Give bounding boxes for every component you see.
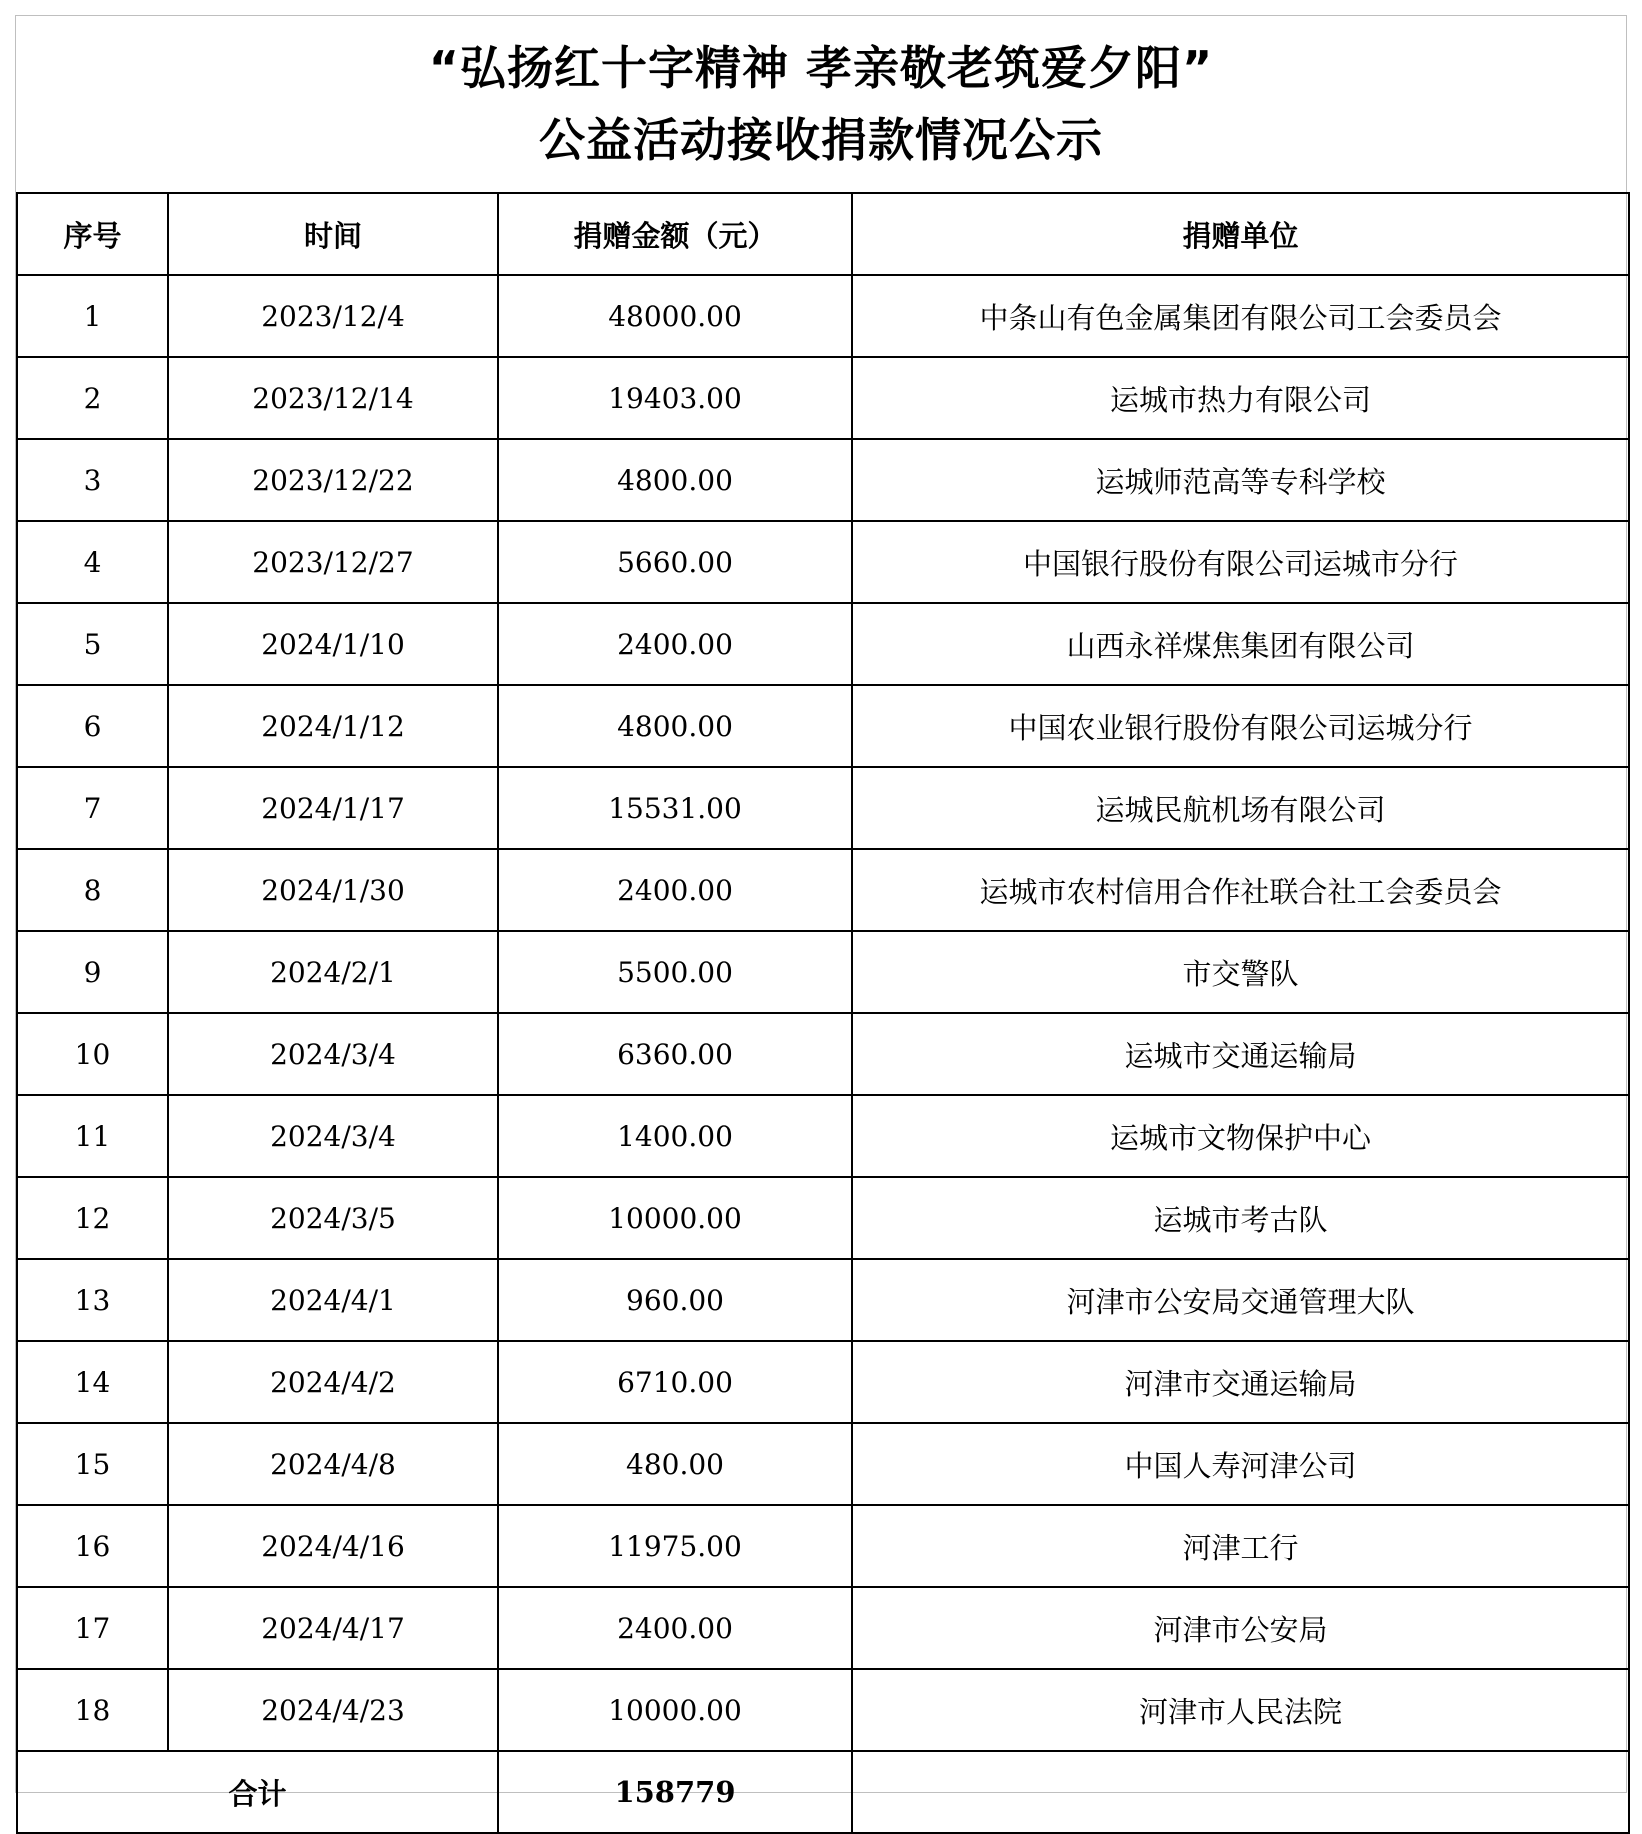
row-donor-cell: 中国人寿河津公司 bbox=[852, 1423, 1629, 1505]
table-row bbox=[17, 1669, 1629, 1751]
row-donor-cell: 运城市交通运输局 bbox=[852, 1013, 1629, 1095]
row-date-cell: 2024/1/10 bbox=[168, 603, 498, 685]
row-index-cell: 16 bbox=[17, 1505, 168, 1587]
table-row bbox=[17, 357, 1629, 439]
row-date-cell: 2024/2/1 bbox=[168, 931, 498, 1013]
row-donor-cell: 运城民航机场有限公司 bbox=[852, 767, 1629, 849]
row-amount-cell: 6710.00 bbox=[498, 1341, 852, 1423]
row-index-cell: 17 bbox=[17, 1587, 168, 1669]
table-row bbox=[17, 439, 1629, 521]
document-sheet bbox=[15, 15, 1627, 1811]
row-amount-cell: 11975.00 bbox=[498, 1505, 852, 1587]
table-row bbox=[17, 767, 1629, 849]
table-row bbox=[17, 603, 1629, 685]
row-donor-cell: 河津工行 bbox=[852, 1505, 1629, 1587]
row-index-cell: 7 bbox=[17, 767, 168, 849]
total-amount: 158779 bbox=[498, 1751, 852, 1833]
row-amount-cell: 4800.00 bbox=[498, 685, 852, 767]
header-date: 时间 bbox=[168, 193, 498, 275]
header-donor: 捐赠单位 bbox=[852, 193, 1629, 275]
row-donor-cell: 中条山有色金属集团有限公司工会委员会 bbox=[852, 275, 1629, 357]
row-donor-cell: 中国农业银行股份有限公司运城分行 bbox=[852, 685, 1629, 767]
table-row bbox=[17, 1095, 1629, 1177]
header-index: 序号 bbox=[17, 193, 168, 275]
row-index-cell: 4 bbox=[17, 521, 168, 603]
row-index-cell: 8 bbox=[17, 849, 168, 931]
row-amount-cell: 4800.00 bbox=[498, 439, 852, 521]
row-date-cell: 2024/4/8 bbox=[168, 1423, 498, 1505]
table-row bbox=[17, 1013, 1629, 1095]
row-index-cell: 9 bbox=[17, 931, 168, 1013]
row-donor-cell: 市交警队 bbox=[852, 931, 1629, 1013]
row-index-cell: 1 bbox=[17, 275, 168, 357]
row-date-cell: 2024/1/30 bbox=[168, 849, 498, 931]
row-date-cell: 2024/3/4 bbox=[168, 1013, 498, 1095]
row-donor-cell: 河津市人民法院 bbox=[852, 1669, 1629, 1751]
row-index-cell: 14 bbox=[17, 1341, 168, 1423]
row-donor-cell: 运城市文物保护中心 bbox=[852, 1095, 1629, 1177]
row-amount-cell: 2400.00 bbox=[498, 603, 852, 685]
table-row bbox=[17, 1177, 1629, 1259]
row-donor-cell: 山西永祥煤焦集团有限公司 bbox=[852, 603, 1629, 685]
table-row bbox=[17, 685, 1629, 767]
row-amount-cell: 5660.00 bbox=[498, 521, 852, 603]
row-index-cell: 12 bbox=[17, 1177, 168, 1259]
table-row bbox=[17, 1505, 1629, 1587]
table-body bbox=[17, 275, 1629, 1751]
row-amount-cell: 10000.00 bbox=[498, 1177, 852, 1259]
row-amount-cell: 2400.00 bbox=[498, 1587, 852, 1669]
row-index-cell: 15 bbox=[17, 1423, 168, 1505]
donation-table bbox=[16, 192, 1630, 1834]
row-date-cell: 2024/4/1 bbox=[168, 1259, 498, 1341]
row-date-cell: 2024/3/5 bbox=[168, 1177, 498, 1259]
row-date-cell: 2024/4/16 bbox=[168, 1505, 498, 1587]
row-donor-cell: 运城师范高等专科学校 bbox=[852, 439, 1629, 521]
total-label: 合计 bbox=[17, 1751, 498, 1833]
row-index-cell: 10 bbox=[17, 1013, 168, 1095]
row-amount-cell: 10000.00 bbox=[498, 1669, 852, 1751]
row-index-cell: 18 bbox=[17, 1669, 168, 1751]
row-date-cell: 2023/12/4 bbox=[168, 275, 498, 357]
title-block bbox=[16, 16, 1626, 192]
table-row bbox=[17, 1423, 1629, 1505]
row-index-cell: 6 bbox=[17, 685, 168, 767]
row-date-cell: 2023/12/22 bbox=[168, 439, 498, 521]
table-header-row bbox=[17, 193, 1629, 275]
row-date-cell: 2024/3/4 bbox=[168, 1095, 498, 1177]
row-donor-cell: 运城市农村信用合作社联合社工会委员会 bbox=[852, 849, 1629, 931]
row-date-cell: 2024/4/2 bbox=[168, 1341, 498, 1423]
table-row bbox=[17, 1341, 1629, 1423]
row-date-cell: 2023/12/27 bbox=[168, 521, 498, 603]
row-amount-cell: 19403.00 bbox=[498, 357, 852, 439]
row-amount-cell: 960.00 bbox=[498, 1259, 852, 1341]
row-index-cell: 2 bbox=[17, 357, 168, 439]
row-donor-cell: 中国银行股份有限公司运城市分行 bbox=[852, 521, 1629, 603]
table-row bbox=[17, 1587, 1629, 1669]
row-date-cell: 2024/1/17 bbox=[168, 767, 498, 849]
table-row bbox=[17, 275, 1629, 357]
page-title-line-2: 公益活动接收捐款情况公示 bbox=[539, 113, 1103, 167]
row-date-cell: 2024/1/12 bbox=[168, 685, 498, 767]
row-date-cell: 2023/12/14 bbox=[168, 357, 498, 439]
page-title-line-1: “弘扬红十字精神 孝亲敬老筑爱夕阳” bbox=[428, 41, 1214, 95]
row-index-cell: 13 bbox=[17, 1259, 168, 1341]
row-index-cell: 5 bbox=[17, 603, 168, 685]
total-row bbox=[17, 1751, 1629, 1833]
row-amount-cell: 6360.00 bbox=[498, 1013, 852, 1095]
row-amount-cell: 2400.00 bbox=[498, 849, 852, 931]
row-amount-cell: 1400.00 bbox=[498, 1095, 852, 1177]
row-date-cell: 2024/4/17 bbox=[168, 1587, 498, 1669]
row-date-cell: 2024/4/23 bbox=[168, 1669, 498, 1751]
row-donor-cell: 运城市考古队 bbox=[852, 1177, 1629, 1259]
row-donor-cell: 河津市交通运输局 bbox=[852, 1341, 1629, 1423]
total-empty-cell bbox=[852, 1751, 1629, 1833]
row-amount-cell: 15531.00 bbox=[498, 767, 852, 849]
table-row bbox=[17, 1259, 1629, 1341]
table-row bbox=[17, 931, 1629, 1013]
row-amount-cell: 5500.00 bbox=[498, 931, 852, 1013]
row-amount-cell: 48000.00 bbox=[498, 275, 852, 357]
header-amount: 捐赠金额（元） bbox=[498, 193, 852, 275]
row-donor-cell: 运城市热力有限公司 bbox=[852, 357, 1629, 439]
row-index-cell: 11 bbox=[17, 1095, 168, 1177]
table-row bbox=[17, 849, 1629, 931]
row-amount-cell: 480.00 bbox=[498, 1423, 852, 1505]
row-index-cell: 3 bbox=[17, 439, 168, 521]
row-donor-cell: 河津市公安局交通管理大队 bbox=[852, 1259, 1629, 1341]
row-donor-cell: 河津市公安局 bbox=[852, 1587, 1629, 1669]
table-row bbox=[17, 521, 1629, 603]
